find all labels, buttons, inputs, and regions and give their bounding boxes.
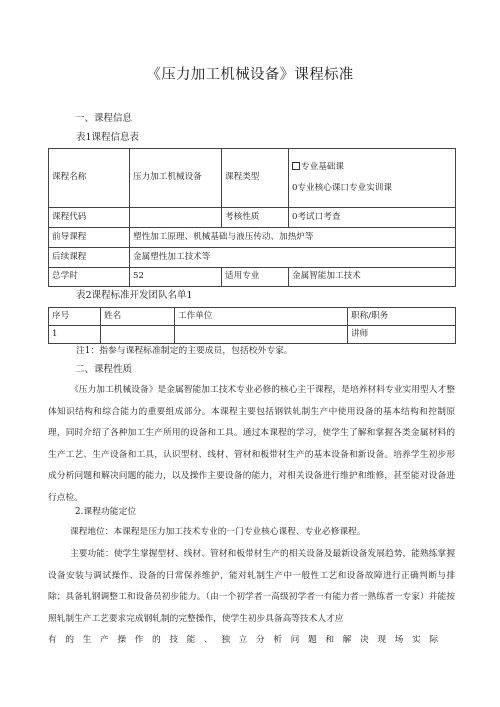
table-cell: 考核性质: [222, 208, 289, 228]
table-cell: 金属塑性加工技术等: [130, 248, 456, 268]
table-cell: 后续课程: [49, 248, 130, 268]
table-cell: 0考试口考查: [289, 208, 456, 228]
paragraph-course-position: 课程地位：本课程是压力加工技术专业的一门专业核心课程、专业必修课程。: [70, 527, 366, 537]
table-header-cell: 工作单位: [175, 308, 348, 326]
table-cell: 52: [130, 268, 222, 287]
table-cell: 课程代码: [49, 208, 130, 228]
table-header-cell: 序号: [49, 308, 101, 326]
table-cell: 前导课程: [49, 228, 130, 248]
team-table: [48, 307, 456, 344]
table1-caption: 表1课程信息表: [76, 132, 140, 143]
table-header-cell: 职称/职务: [348, 308, 456, 326]
table-footnote: 注1：指参与课程标准制定的主要成员，包括校外专家。: [76, 346, 293, 356]
table-row: [49, 149, 456, 208]
paragraph-continued-line: 有的生产操作的技能、独立分析问题和解决现场实际: [48, 635, 438, 645]
table-cell: 金属智能加工技术: [289, 268, 456, 287]
table-cell: 塑性加工原理、机械基础与液压传动、加热炉等: [130, 228, 456, 248]
table-header-row: [49, 308, 456, 326]
table-cell: [130, 208, 222, 228]
subsection-heading: 2.课程功能定位: [75, 507, 137, 517]
course-type-option-1: 专业基础课: [292, 157, 452, 178]
paragraph-main-functions: 主要功能：使学生掌握型材、线材、管材和板带材生产的相关设备及最新设备发展趋势，能熟练掌握设备安装与调试操作、设备的日常保养维护，能对轧制生产中一般性工艺和设备故障进行正确判断与排除；具备轧钢调整工和设备员初步能力。（由一个初学者一高级初学者一有能力者一熟练者一专家）并能按照轧制生产工艺要求完成钢轧制的完整操作，使学生初步具备高等技术人才应: [48, 549, 455, 624]
table-cell: [101, 326, 175, 344]
section-heading-course-nature: 二、课程性质: [75, 364, 133, 375]
page-title: 《压力加工机械设备》课程标准: [146, 67, 354, 83]
table-header-cell: 姓名: [101, 308, 175, 326]
course-type-option-2: 0专业核心课口专业实训课: [292, 183, 392, 193]
table-cell: 适用专业: [222, 268, 289, 287]
table-row: [49, 326, 456, 344]
course-type-options: [289, 149, 456, 208]
table-cell: 压力加工机械设备: [130, 149, 222, 208]
paragraph-course-nature: 《压力加工机械设备》是金属智能加工技术专业必修的核心主干课程，是培养材料专业实用型人才整体知识结构和综合能力的重要组成部分。本课程主要包括钢铁轧制生产中使用设备的基本结构和控制原理，同时介绍了各种加工生产所用的设备和工具。通过本课程的学习，使学生了解和掌握各类金属材料的生产工艺、生产设备和工具，认识型材、线材、管材和板带材生产的基本设备和新设备。培养学生初步形成分析问题和解决问题的能力，以及操作主要设备的能力，对相关设备进行维护和维修，甚至能对设备进行点检。: [48, 385, 455, 503]
table-row: [49, 208, 456, 228]
table-cell: 讲师: [348, 326, 456, 344]
table-row: [49, 248, 456, 268]
checkbox-icon: [292, 162, 300, 170]
table-cell: [175, 326, 348, 344]
table-row: [49, 228, 456, 248]
table-row: [49, 268, 456, 287]
course-info-table: [48, 148, 456, 287]
table-cell: 1: [49, 326, 101, 344]
section-heading-course-info: 一、课程信息: [75, 113, 133, 124]
table2-caption: 表2课程标准开发团队名单1: [76, 290, 193, 301]
table-cell: 课程类型: [222, 149, 289, 208]
table-cell: 课程名称: [49, 149, 130, 208]
table-cell: 总学时: [49, 268, 130, 287]
